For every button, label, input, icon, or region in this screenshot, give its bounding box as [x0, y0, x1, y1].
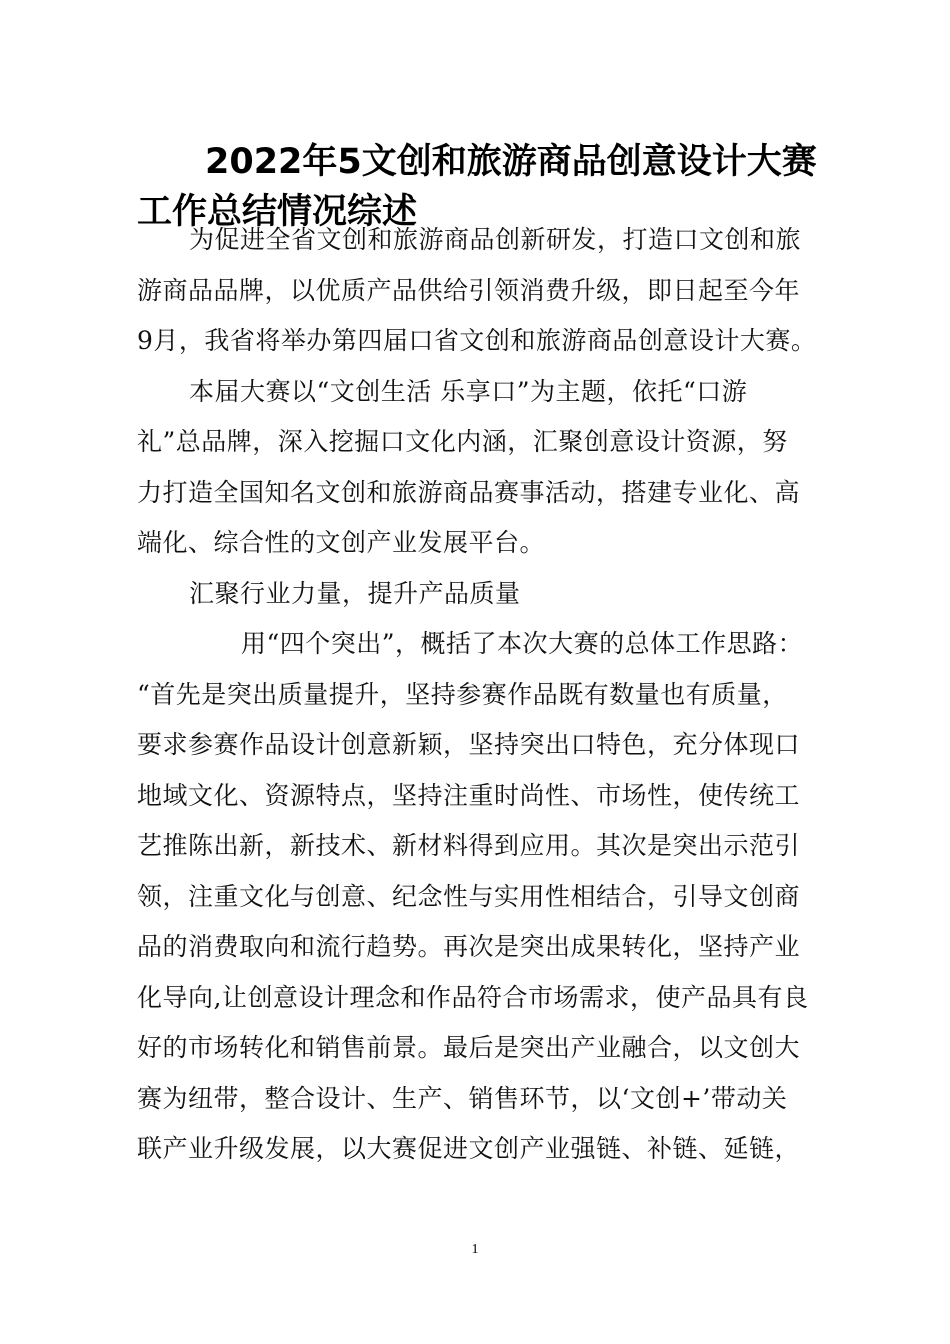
body-line: 为促进全省文创和旅游商品创新研发，打造口文创和旅 [189, 225, 802, 254]
page-number: 1 [471, 1242, 479, 1257]
body-line: 地域文化、资源特点，坚持注重时尚性、市场性，使传统工 [137, 780, 801, 810]
body-line: 要求参赛作品设计创意新颖，坚持突出口特色，充分体现口 [137, 730, 801, 759]
title-line-1: 2022年5文创和旅游商品创意设计大赛 [205, 142, 817, 182]
body-line: 艺推陈出新，新技术、新材料得到应用。其次是突出示范引 [137, 831, 801, 860]
body-line: 好的市场转化和销售前景。最后是突出产业融合，以文创大 [137, 1033, 801, 1062]
body-line: 本届大赛以“文创生活 乐享口”为主题，依托“口游 [189, 376, 748, 406]
body-line: 品的消费取向和流行趋势。再次是突出成果转化，坚持产业 [137, 932, 801, 961]
body-line: 赛为纽带，整合设计、生产、销售环节，以‘文创+’带动关 [137, 1083, 788, 1113]
body-line: “首先是突出质量提升，坚持参赛作品既有数量也有质量， [137, 679, 788, 709]
body-line: 游商品品牌，以优质产品供给引领消费升级，即日起至今年 [137, 275, 801, 305]
title-line-2: 工作总结情况综述 [137, 192, 418, 232]
body-line: 礼”总品牌，深入挖掘口文化内涵，汇聚创意设计资源，努 [137, 427, 788, 456]
body-line: 化导向,让创意设计理念和作品符合市场需求，使产品具有良 [137, 982, 809, 1012]
body-line: 联产业升级发展，以大赛促进文创产业强链、补链、延链， [137, 1134, 801, 1163]
body-line: 领，注重文化与创意、纪念性与实用性相结合，引导文创商 [137, 881, 801, 911]
body-line: 力打造全国知名文创和旅游商品赛事活动，搭建专业化、高 [137, 477, 801, 507]
body-line: 9月，我省将举办第四届口省文创和旅游商品创意设计大赛。 [137, 326, 817, 355]
document-body [137, 215, 817, 1175]
section-heading: 汇聚行业力量，提升产品质量 [189, 578, 521, 608]
body-line: 端化、综合性的文创产业发展平台。 [137, 528, 546, 557]
body-line: 用“四个突出”，概括了本次大赛的总体工作思路： [241, 629, 804, 658]
